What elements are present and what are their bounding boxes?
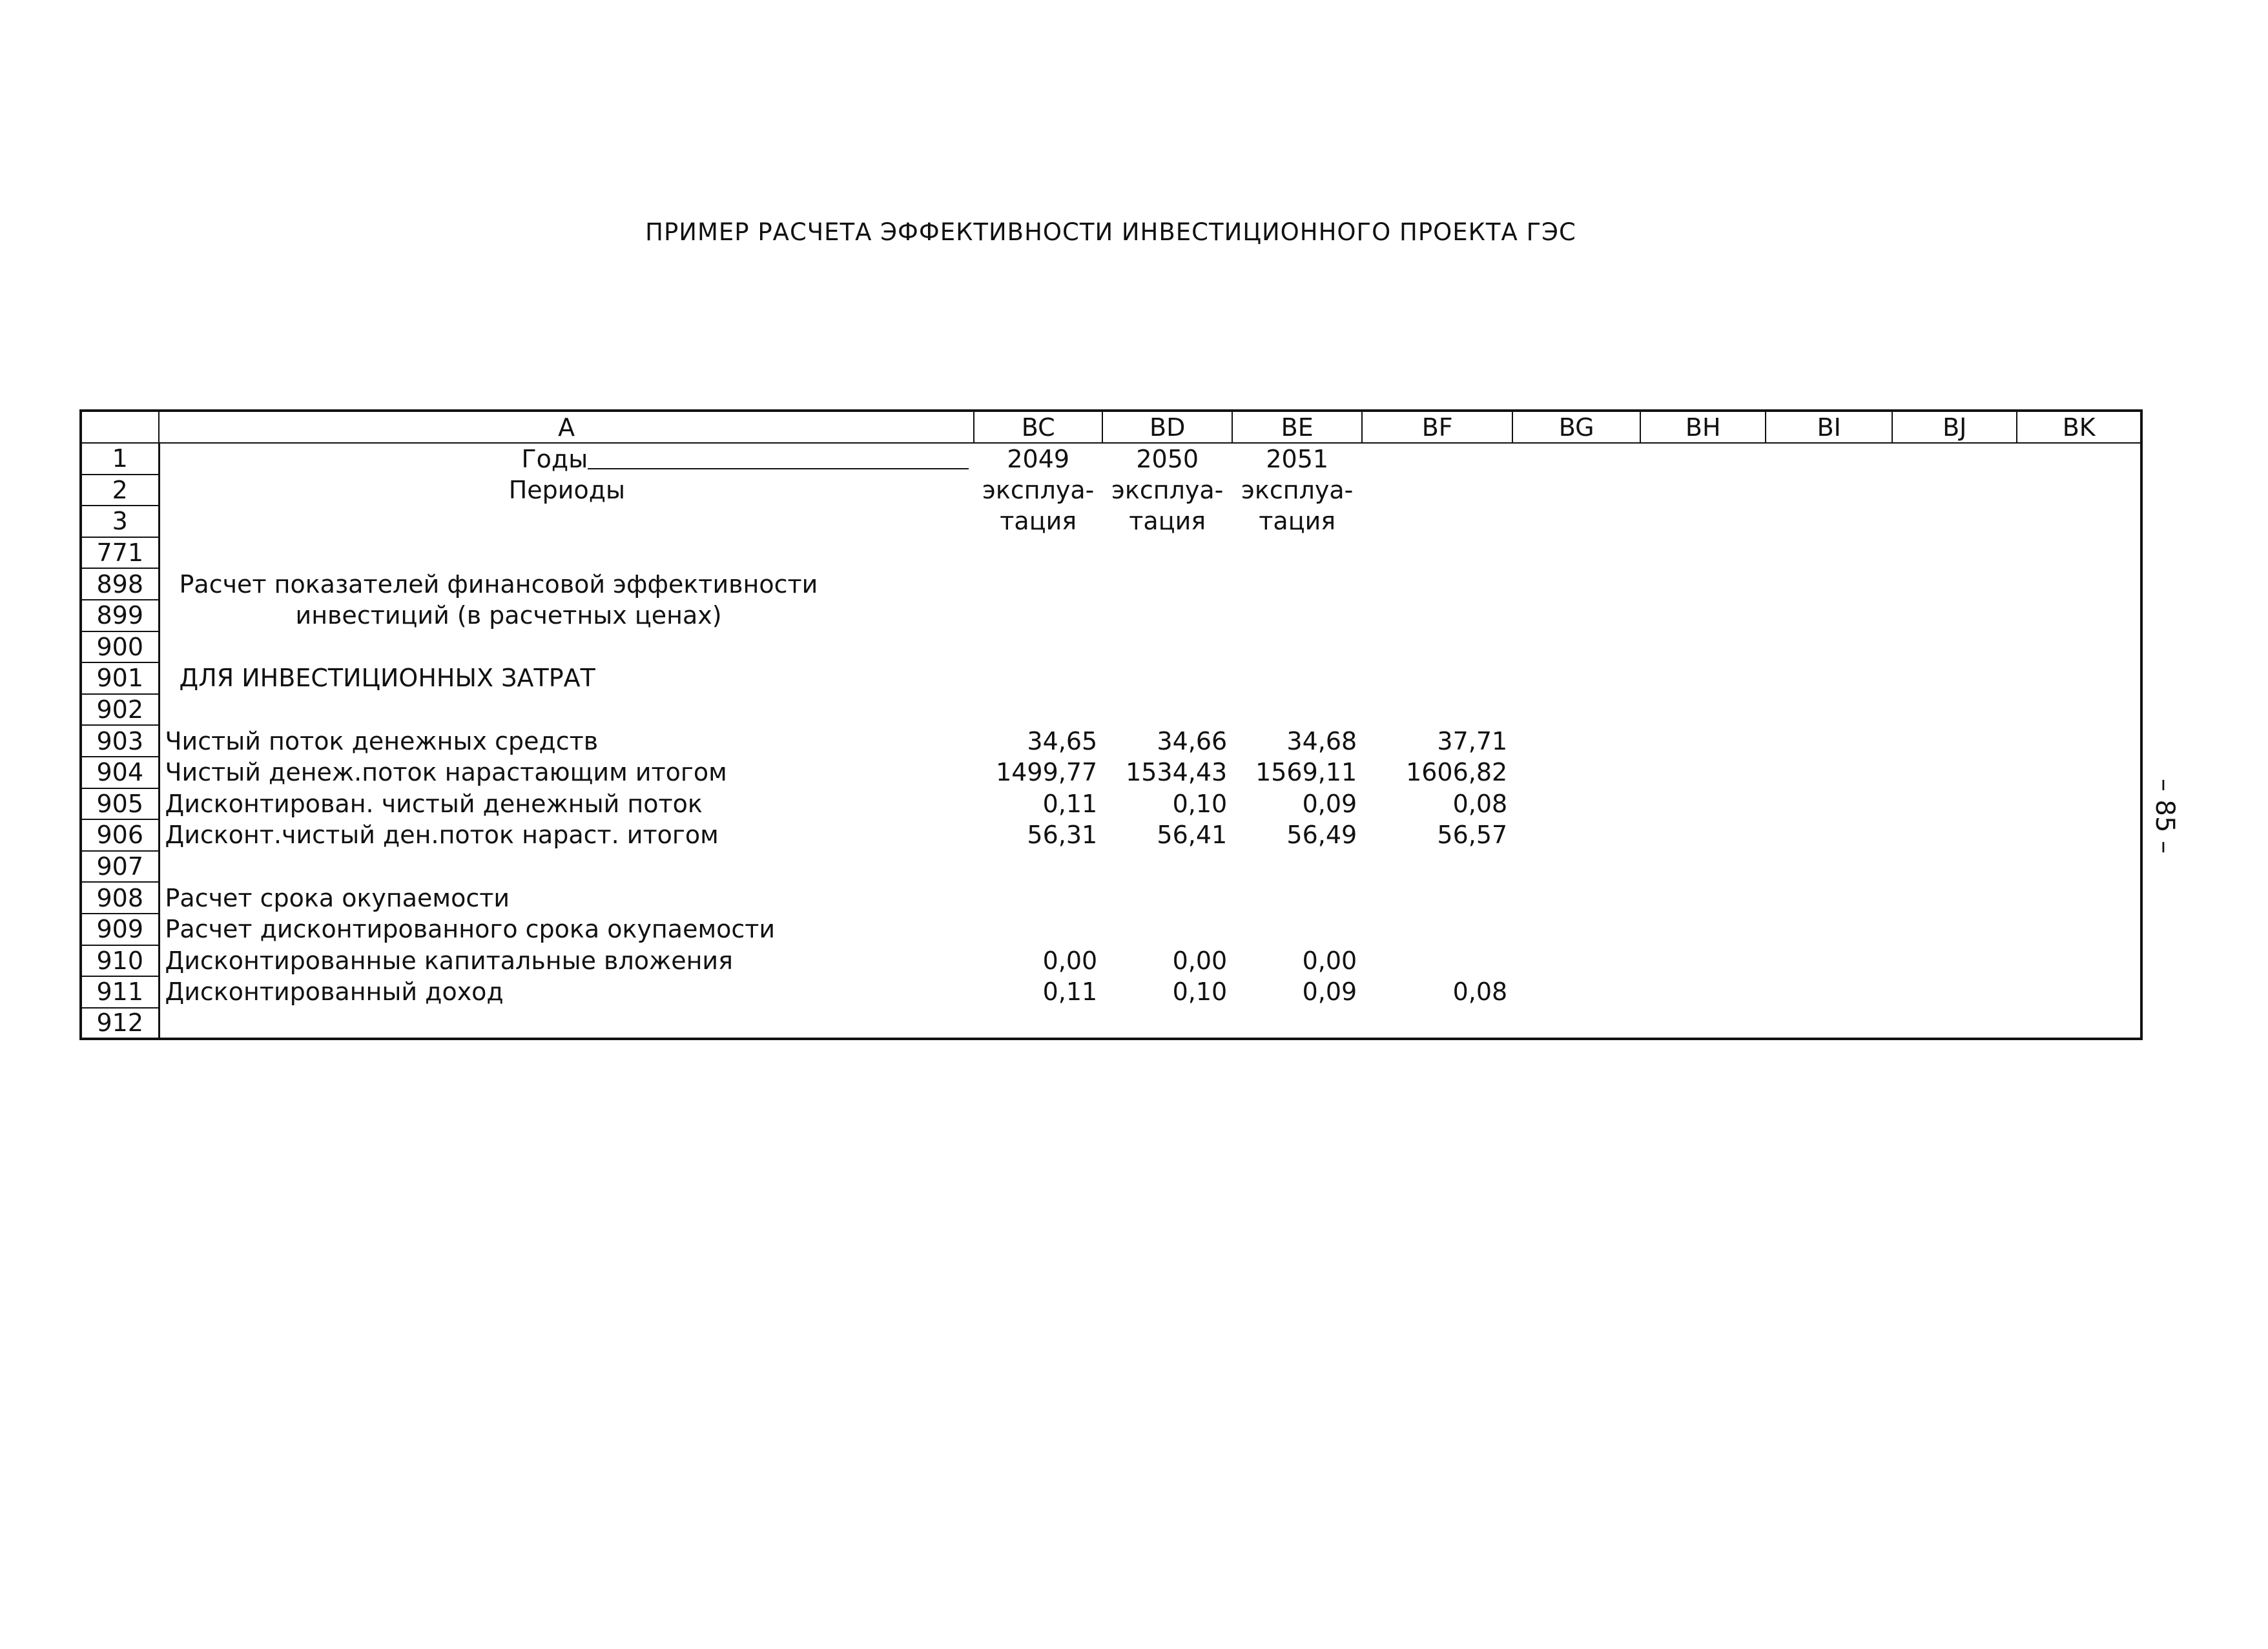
cell-BI910[interactable] (1766, 945, 1892, 977)
cell-BF903[interactable]: 37,71 (1437, 726, 1508, 755)
cell-BG900[interactable] (1512, 631, 1640, 663)
cell-BC1[interactable]: 2049 (1007, 444, 1070, 473)
cell-BJ899[interactable] (1892, 600, 2017, 631)
cell-BK898[interactable] (2017, 568, 2141, 600)
column-header-BD[interactable]: BD (1102, 411, 1232, 443)
cell-BK903[interactable] (2017, 725, 2141, 757)
cell-BJ908[interactable] (1892, 882, 2017, 914)
cell-BF904[interactable]: 1606,82 (1406, 758, 1508, 787)
cell-BE903[interactable]: 34,68 (1286, 726, 1357, 755)
cell-BJ911[interactable] (1892, 976, 2017, 1008)
cell-BG903[interactable] (1512, 725, 1640, 757)
cell-BD912[interactable] (1102, 1008, 1232, 1040)
cell-BG905[interactable] (1512, 788, 1640, 820)
cell-BF910[interactable] (1362, 945, 1512, 977)
cell-BK912[interactable] (2017, 1008, 2141, 1040)
cell-BJ909[interactable] (1892, 914, 2017, 945)
cell-BH905[interactable] (1640, 788, 1766, 820)
cell-BC3[interactable]: тация (1000, 507, 1077, 536)
cell-BH900[interactable] (1640, 631, 1766, 663)
cell-BE900[interactable] (1232, 631, 1362, 663)
corner-cell[interactable] (81, 411, 159, 443)
cell-BF900[interactable] (1362, 631, 1512, 663)
page-number: – 85 – (2150, 778, 2180, 854)
cell-A900[interactable] (159, 631, 974, 663)
table-row (81, 757, 2141, 788)
cell-BF911[interactable]: 0,08 (1452, 978, 1508, 1007)
cell-BJ898[interactable] (1892, 568, 2017, 600)
cell-BJ912[interactable] (1892, 1008, 2017, 1040)
cell-BH907[interactable] (1640, 851, 1766, 883)
cell-BG2[interactable] (1512, 475, 1640, 506)
row-label[interactable]: Чистый денеж.поток нарастающим итогом (165, 758, 727, 787)
column-header-BC[interactable]: BC (974, 411, 1102, 443)
cell-BD903[interactable]: 34,66 (1157, 726, 1228, 755)
cell-BI3[interactable] (1766, 506, 1892, 537)
cell-BI903[interactable] (1766, 725, 1892, 757)
cell-BF3[interactable] (1362, 506, 1512, 537)
cell-BH909[interactable] (1640, 914, 1766, 945)
cell-BI909[interactable] (1766, 914, 1892, 945)
row-label[interactable]: Расчет срока окупаемости (165, 883, 510, 912)
cell-BC908[interactable] (974, 882, 1102, 914)
cell-BD906[interactable]: 56,41 (1157, 821, 1228, 850)
cell-BJ906[interactable] (1892, 819, 2017, 851)
years-label-cell[interactable] (159, 443, 974, 475)
cell-BE907[interactable] (1232, 851, 1362, 883)
cell-BH904[interactable] (1640, 757, 1766, 788)
document-title: ПРИМЕР РАСЧЕТА ЭФФЕКТИВНОСТИ ИНВЕСТИЦИОННОГО ПРОЕКТА ГЭС (645, 218, 1576, 246)
cell-BE902[interactable] (1232, 694, 1362, 726)
cell-BG902[interactable] (1512, 694, 1640, 726)
cell-BI906[interactable] (1766, 819, 1892, 851)
row-label[interactable]: Дисконтированные капитальные вложения (165, 946, 733, 975)
cell-BF905[interactable]: 0,08 (1452, 789, 1508, 818)
table-row (81, 725, 2141, 757)
row-number[interactable]: 903 (81, 725, 159, 757)
column-header-BH[interactable]: BH (1640, 411, 1766, 443)
cell-BH771[interactable] (1640, 537, 1766, 569)
cell-BF908[interactable] (1362, 882, 1512, 914)
cell-BI907[interactable] (1766, 851, 1892, 883)
cell-BH1[interactable] (1640, 443, 1766, 475)
row-number[interactable]: 911 (81, 976, 159, 1008)
cell-BC771[interactable] (974, 537, 1102, 569)
cell-BJ907[interactable] (1892, 851, 2017, 883)
row-number[interactable]: 899 (81, 600, 159, 631)
cell-BE909[interactable] (1232, 914, 1362, 945)
cell-BI1[interactable] (1766, 443, 1892, 475)
cell-BC901[interactable] (974, 662, 1102, 694)
table-row (81, 1008, 2141, 1040)
row-number[interactable]: 900 (81, 631, 159, 663)
cell-BI2[interactable] (1766, 475, 1892, 506)
row-number[interactable]: 901 (81, 662, 159, 694)
cell-BJ903[interactable] (1892, 725, 2017, 757)
cell-BE1[interactable]: 2051 (1266, 444, 1329, 473)
cell-BE905[interactable]: 0,09 (1302, 789, 1357, 818)
table-row (81, 788, 2141, 820)
cell-BJ904[interactable] (1892, 757, 2017, 788)
cell-BE911[interactable]: 0,09 (1302, 978, 1357, 1007)
cell-BD907[interactable] (1102, 851, 1232, 883)
cell-BK902[interactable] (2017, 694, 2141, 726)
cell-BJ910[interactable] (1892, 945, 2017, 977)
cell-BG771[interactable] (1512, 537, 1640, 569)
cell-BK910[interactable] (2017, 945, 2141, 977)
cell-BH903[interactable] (1640, 725, 1766, 757)
row-number[interactable]: 771 (81, 537, 159, 569)
table-row (81, 568, 2141, 600)
table-row (81, 882, 2141, 914)
cell-BF2[interactable] (1362, 475, 1512, 506)
cell-BF901[interactable] (1362, 662, 1512, 694)
cell-BK905[interactable] (2017, 788, 2141, 820)
table-row (81, 851, 2141, 883)
cell-BD899[interactable] (1102, 600, 1232, 631)
cell-BK911[interactable] (2017, 976, 2141, 1008)
cell-BG908[interactable] (1512, 882, 1640, 914)
cell-BJ905[interactable] (1892, 788, 2017, 820)
cell-BE908[interactable] (1232, 882, 1362, 914)
cell-BK908[interactable] (2017, 882, 2141, 914)
cell-BD898[interactable] (1102, 568, 1232, 600)
table-row (81, 475, 2141, 506)
column-header-BI[interactable]: BI (1766, 411, 1892, 443)
cell-BG898[interactable] (1512, 568, 1640, 600)
cell-BH899[interactable] (1640, 600, 1766, 631)
row-number[interactable]: 2 (81, 475, 159, 506)
cell-BC898[interactable] (974, 568, 1102, 600)
cell-BI901[interactable] (1766, 662, 1892, 694)
cell-BJ1[interactable] (1892, 443, 2017, 475)
cell-BF906[interactable]: 56,57 (1437, 821, 1508, 850)
cell-BF902[interactable] (1362, 694, 1512, 726)
table-row (81, 914, 2141, 945)
cell-BK3[interactable] (2017, 506, 2141, 537)
cell-A912[interactable] (159, 1008, 974, 1040)
cell-BG912[interactable] (1512, 1008, 1640, 1040)
cell-BI911[interactable] (1766, 976, 1892, 1008)
spreadsheet-table (79, 409, 2143, 1040)
row-label[interactable]: Дисконтированный доход (165, 978, 504, 1007)
cell-BE906[interactable]: 56,49 (1286, 821, 1357, 850)
cell-BG899[interactable] (1512, 600, 1640, 631)
row-number[interactable]: 1 (81, 443, 159, 475)
cell-BF899[interactable] (1362, 600, 1512, 631)
table-row (81, 537, 2141, 569)
cell-BD911[interactable]: 0,10 (1172, 978, 1228, 1007)
years-label: Годы (521, 444, 588, 473)
row-label[interactable]: Дисконт.чистый ден.поток нараст. итогом (165, 821, 719, 850)
cell-BK2[interactable] (2017, 475, 2141, 506)
cell-BC899[interactable] (974, 600, 1102, 631)
cell-A902[interactable] (159, 694, 974, 726)
cell-BJ901[interactable] (1892, 662, 2017, 694)
column-header-BJ[interactable]: BJ (1892, 411, 2017, 443)
column-header-row (81, 411, 2141, 443)
cell-BH906[interactable] (1640, 819, 1766, 851)
cell-BH2[interactable] (1640, 475, 1766, 506)
cell-BK901[interactable] (2017, 662, 2141, 694)
table-row (81, 600, 2141, 631)
cell-BI771[interactable] (1766, 537, 1892, 569)
cell-BG910[interactable] (1512, 945, 1640, 977)
cell-BI912[interactable] (1766, 1008, 1892, 1040)
cell-BG3[interactable] (1512, 506, 1640, 537)
cell-BI902[interactable] (1766, 694, 1892, 726)
cell-BD910[interactable]: 0,00 (1172, 946, 1228, 975)
cell-BC2[interactable]: эксплуа- (982, 475, 1095, 504)
row-label[interactable]: Чистый поток денежных средств (165, 726, 599, 755)
cell-BK906[interactable] (2017, 819, 2141, 851)
cell-BH3[interactable] (1640, 506, 1766, 537)
row-number[interactable]: 909 (81, 914, 159, 945)
cell-BH901[interactable] (1640, 662, 1766, 694)
cell-BC912[interactable] (974, 1008, 1102, 1040)
cell-BG901[interactable] (1512, 662, 1640, 694)
cell-BH910[interactable] (1640, 945, 1766, 977)
cell-BF907[interactable] (1362, 851, 1512, 883)
cell-A771[interactable] (159, 537, 974, 569)
cell-BD909[interactable] (1102, 914, 1232, 945)
cell-BC906[interactable]: 56,31 (1027, 821, 1098, 850)
cell-BE910[interactable]: 0,00 (1302, 946, 1357, 975)
cell-BK899[interactable] (2017, 600, 2141, 631)
row-number[interactable]: 908 (81, 882, 159, 914)
row-number[interactable]: 910 (81, 945, 159, 977)
cell-BG904[interactable] (1512, 757, 1640, 788)
table-row (81, 443, 2141, 475)
cell-BC902[interactable] (974, 694, 1102, 726)
cell-BC910[interactable]: 0,00 (1042, 946, 1098, 975)
subsection-heading[interactable]: ДЛЯ ИНВЕСТИЦИОННЫХ ЗАТРАТ (179, 664, 595, 693)
cell-BD771[interactable] (1102, 537, 1232, 569)
cell-BK909[interactable] (2017, 914, 2141, 945)
cell-BK771[interactable] (2017, 537, 2141, 569)
cell-BI905[interactable] (1766, 788, 1892, 820)
column-header-BK[interactable]: BK (2017, 411, 2141, 443)
cell-BJ900[interactable] (1892, 631, 2017, 663)
cell-BI904[interactable] (1766, 757, 1892, 788)
cell-BH911[interactable] (1640, 976, 1766, 1008)
cell-BI898[interactable] (1766, 568, 1892, 600)
cell-A907[interactable] (159, 851, 974, 883)
cell-BD904[interactable]: 1534,43 (1126, 758, 1228, 787)
years-underline (588, 467, 969, 469)
row-label[interactable]: Дисконтирован. чистый денежный поток (165, 789, 703, 818)
table-row (81, 819, 2141, 851)
cell-BD3[interactable]: тация (1129, 507, 1206, 536)
cell-A3[interactable] (159, 506, 974, 537)
cell-BE2[interactable]: эксплуа- (1241, 475, 1354, 504)
row-number[interactable]: 912 (81, 1008, 159, 1040)
table-row (81, 976, 2141, 1008)
periods-label[interactable]: Периоды (508, 475, 625, 504)
row-number[interactable]: 905 (81, 788, 159, 820)
cell-BC900[interactable] (974, 631, 1102, 663)
row-number[interactable]: 907 (81, 851, 159, 883)
row-number[interactable]: 906 (81, 819, 159, 851)
cell-BE899[interactable] (1232, 600, 1362, 631)
cell-BD901[interactable] (1102, 662, 1232, 694)
section-heading-line-1[interactable]: Расчет показателей финансовой эффективности (179, 569, 818, 599)
cell-BG1[interactable] (1512, 443, 1640, 475)
cell-BE912[interactable] (1232, 1008, 1362, 1040)
cell-BI900[interactable] (1766, 631, 1892, 663)
cell-BE771[interactable] (1232, 537, 1362, 569)
cell-BK1[interactable] (2017, 443, 2141, 475)
row-number[interactable]: 3 (81, 506, 159, 537)
row-number[interactable]: 902 (81, 694, 159, 726)
cell-BC909[interactable] (974, 914, 1102, 945)
cell-BF909[interactable] (1362, 914, 1512, 945)
cell-BC905[interactable]: 0,11 (1042, 789, 1098, 818)
column-header-BE[interactable]: BE (1232, 411, 1362, 443)
column-header-A[interactable]: A (159, 411, 974, 443)
cell-BI908[interactable] (1766, 882, 1892, 914)
cell-BD902[interactable] (1102, 694, 1232, 726)
cell-BJ2[interactable] (1892, 475, 2017, 506)
cell-BJ902[interactable] (1892, 694, 2017, 726)
cell-BE901[interactable] (1232, 662, 1362, 694)
cell-BF912[interactable] (1362, 1008, 1512, 1040)
table-row (81, 694, 2141, 726)
row-number[interactable]: 898 (81, 568, 159, 600)
cell-BC904[interactable]: 1499,77 (996, 758, 1098, 787)
cell-BC903[interactable]: 34,65 (1027, 726, 1098, 755)
row-label[interactable]: Расчет дисконтированного срока окупаемости (165, 915, 776, 944)
cell-BI899[interactable] (1766, 600, 1892, 631)
cell-BF771[interactable] (1362, 537, 1512, 569)
cell-BD905[interactable]: 0,10 (1172, 789, 1228, 818)
cell-BF1[interactable] (1362, 443, 1512, 475)
cell-BH902[interactable] (1640, 694, 1766, 726)
cell-BH912[interactable] (1640, 1008, 1766, 1040)
cell-BG906[interactable] (1512, 819, 1640, 851)
column-header-BG[interactable]: BG (1512, 411, 1640, 443)
cell-BH898[interactable] (1640, 568, 1766, 600)
cell-BE3[interactable]: тация (1259, 507, 1336, 536)
cell-BC911[interactable]: 0,11 (1042, 978, 1098, 1007)
cell-BD900[interactable] (1102, 631, 1232, 663)
table-row (81, 945, 2141, 977)
column-header-BF[interactable]: BF (1362, 411, 1512, 443)
row-number[interactable]: 904 (81, 757, 159, 788)
cell-BD1[interactable]: 2050 (1136, 444, 1199, 473)
cell-BF898[interactable] (1362, 568, 1512, 600)
cell-BK904[interactable] (2017, 757, 2141, 788)
cell-BE904[interactable]: 1569,11 (1255, 758, 1357, 787)
table-row (81, 506, 2141, 537)
cell-BG907[interactable] (1512, 851, 1640, 883)
cell-BC907[interactable] (974, 851, 1102, 883)
cell-BE898[interactable] (1232, 568, 1362, 600)
table-row (81, 631, 2141, 663)
cell-BJ3[interactable] (1892, 506, 2017, 537)
section-heading-line-2[interactable]: инвестиций (в расчетных ценах) (295, 601, 722, 630)
cell-BJ771[interactable] (1892, 537, 2017, 569)
cell-BH908[interactable] (1640, 882, 1766, 914)
table-row (81, 662, 2141, 694)
cell-BG909[interactable] (1512, 914, 1640, 945)
cell-BK907[interactable] (2017, 851, 2141, 883)
cell-BD908[interactable] (1102, 882, 1232, 914)
cell-BK900[interactable] (2017, 631, 2141, 663)
cell-BG911[interactable] (1512, 976, 1640, 1008)
cell-BD2[interactable]: эксплуа- (1111, 475, 1224, 504)
